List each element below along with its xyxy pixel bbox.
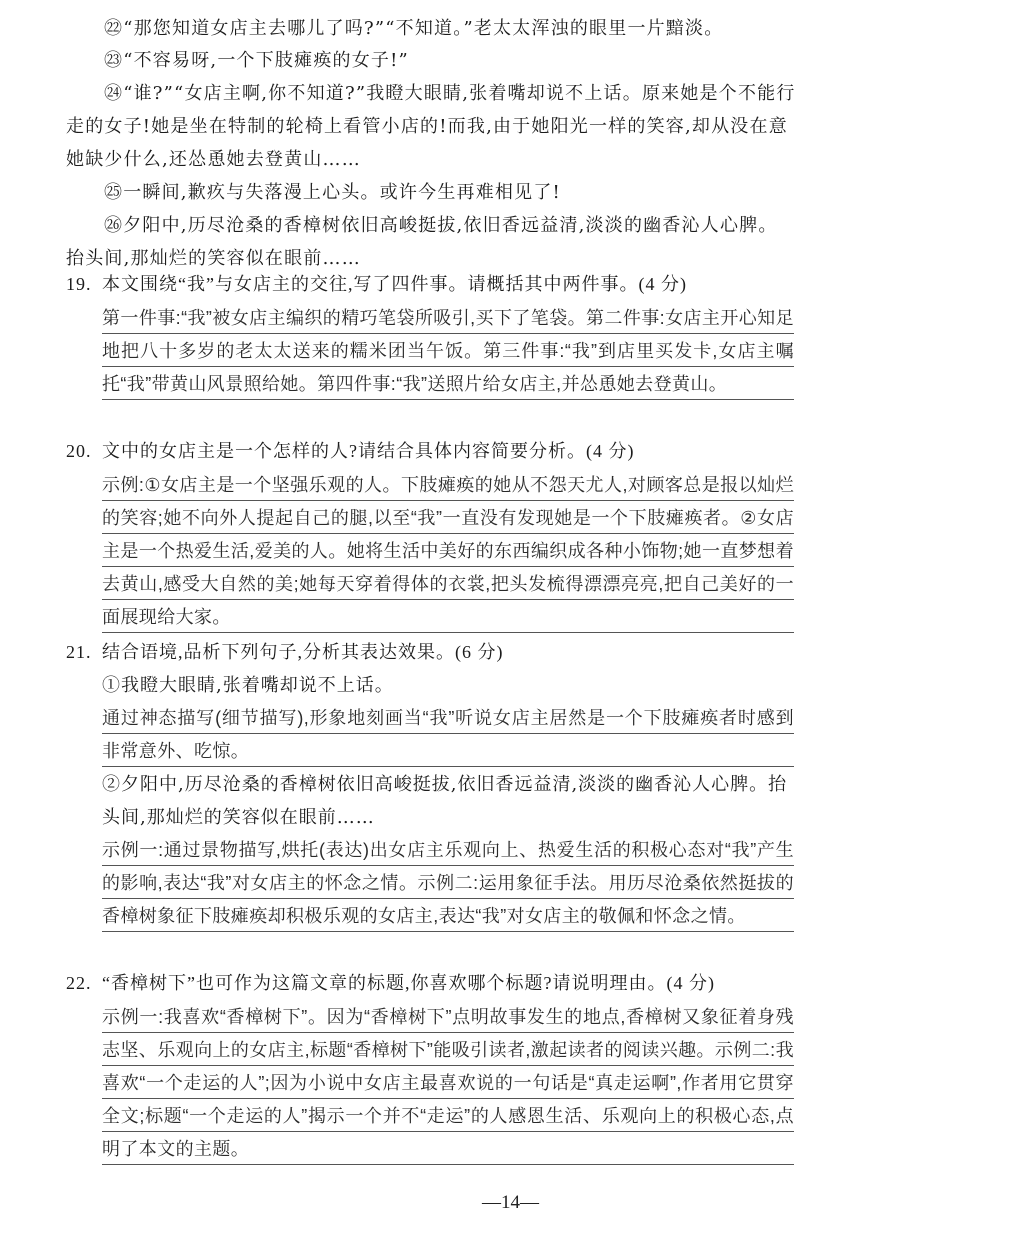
question-text: 结合语境,品析下列句子,分析其表达效果。(6 分) xyxy=(102,642,504,662)
question-number: 19. xyxy=(66,274,92,294)
question-21-sentence-1: ①我瞪大眼睛,张着嘴却说不上话。 xyxy=(102,675,394,696)
question-20 xyxy=(66,435,801,468)
paragraph-22: ㉒“那您知道女店主去哪儿了吗?”“不知道。”老太太浑浊的眼里一片黯淡。 xyxy=(104,18,724,39)
question-number: 22. xyxy=(66,973,92,993)
paragraph-23: ㉓“不容易呀,一个下肢瘫痪的女子!” xyxy=(104,50,409,71)
answer-19: 第一件事:“我”被女店主编织的精巧笔袋所吸引,买下了笔袋。第二件事:女店主开心知足地把八十多岁的老太太送来的糯米团当午饭。第三件事:“我”到店里买发卡,女店主嘱托“我”带黄山风景照给她。第四件事:“我”送照片给女店主,并怂恿她去登黄山。 xyxy=(102,302,794,401)
question-19 xyxy=(66,268,801,301)
question-number: 20. xyxy=(66,441,92,461)
question-text: “香樟树下”也可作为这篇文章的标题,你喜欢哪个标题?请说明理由。(4 分) xyxy=(102,973,715,993)
paragraph-24: ㉔“谁?”“女店主啊,你不知道?”我瞪大眼睛,张着嘴却说不上话。原来她是个不能行走的女子!她是坐在特制的轮椅上看管小店的!而我,由于她阳光一样的笑容,却从没在意她缺少什么,还怂恿她去登黄山…… xyxy=(66,83,796,170)
question-text: 文中的女店主是一个怎样的人?请结合具体内容简要分析。(4 分) xyxy=(102,441,635,461)
answer-21-1: 通过神态描写(细节描写),形象地刻画当“我”听说女店主居然是一个下肢瘫痪者时感到非常意外、吃惊。 xyxy=(102,702,794,768)
answer-22: 示例一:我喜欢“香樟树下”。因为“香樟树下”点明故事发生的地点,香樟树又象征着身残志坚、乐观向上的女店主,标题“香樟树下”能吸引读者,激起读者的阅读兴趣。示例二:我喜欢“一个走运的人”;因为小说中女店主最喜欢说的一句话是“真走运啊”,作者用它贯穿全文;标题“一个走运的人”揭示一个并不“走运”的人感恩生活、乐观向上的积极心态,点明了本文的主题。 xyxy=(102,1001,794,1166)
question-22 xyxy=(66,967,801,1000)
paragraph-25: ㉕一瞬间,歉疚与失落漫上心头。或许今生再难相见了! xyxy=(104,182,561,203)
answer-20: 示例:①女店主是一个坚强乐观的人。下肢瘫痪的她从不怨天尤人,对顾客总是报以灿烂的笑容;她不向外人提起自己的腿,以至“我”一直没有发现她是一个下肢瘫痪者。②女店主是一个热爱生活,爱美的人。她将生活中美好的东西编织成各种小饰物;她一直梦想着去黄山,感受大自然的美;她每天穿着得体的衣裳,把头发梳得漂漂亮亮,把自己美好的一面展现给大家。 xyxy=(102,469,794,634)
paragraph-26: ㉖夕阳中,历尽沧桑的香樟树依旧高峻挺拔,依旧香远益清,淡淡的幽香沁人心脾。抬头间,那灿烂的笑容似在眼前…… xyxy=(66,215,778,269)
question-21-sentence-2: ②夕阳中,历尽沧桑的香樟树依旧高峻挺拔,依旧香远益清,淡淡的幽香沁人心脾。抬头间,那灿烂的笑容似在眼前…… xyxy=(102,774,788,828)
page-number: —14— xyxy=(482,1192,539,1213)
question-21 xyxy=(66,636,801,669)
answer-21-2: 示例一:通过景物描写,烘托(表达)出女店主乐观向上、热爱生活的积极心态对“我”产生的影响,表达“我”对女店主的怀念之情。示例二:运用象征手法。用历尽沧桑依然挺拔的香樟树象征下肢瘫痪却积极乐观的女店主,表达“我”对女店主的敬佩和怀念之情。 xyxy=(102,834,794,933)
question-number: 21. xyxy=(66,642,92,662)
question-text: 本文围绕“我”与女店主的交往,写了四件事。请概括其中两件事。(4 分) xyxy=(102,274,687,294)
